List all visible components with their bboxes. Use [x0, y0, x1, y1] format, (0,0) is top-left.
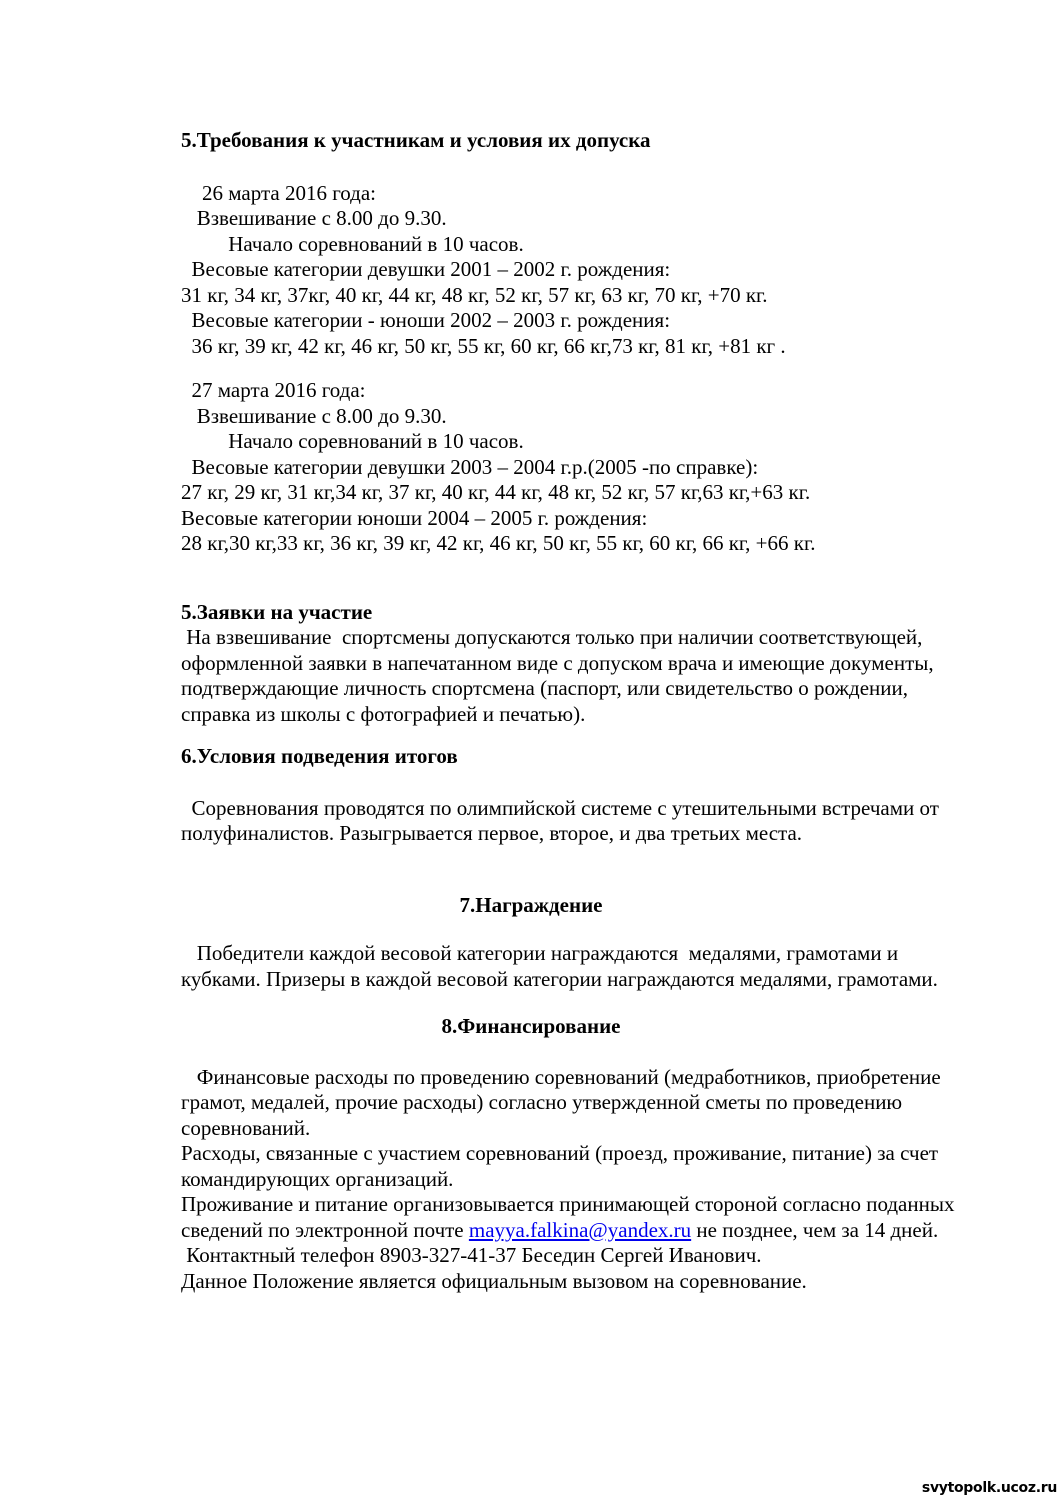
awards-heading: 7.Награждение: [459, 892, 603, 917]
day1-girls-categories-label: Весовые категории девушки 2001 – 2002 г. рождения:: [181, 257, 671, 281]
results-paragraph: [181, 796, 965, 847]
day2-weighin-line: Взвешивание с 8.00 до 9.30.: [181, 403, 447, 428]
applications-heading: 5.Заявки на участие: [181, 599, 373, 624]
day2-boys-categories-label: Весовые категории юноши 2004 – 2005 г. рождения:: [181, 505, 648, 530]
email-line-before: сведений по электронной почте: [181, 1217, 469, 1242]
awards-line: Победители каждой весовой категории награждаются медалями, грамотами и: [181, 941, 899, 965]
day2-boys-weights-line: 28 кг,30 кг,33 кг, 36 кг, 39 кг, 42 кг, 46 кг, 50 кг, 55 кг, 60 кг, 66 кг, +66 кг.: [181, 531, 816, 555]
site-watermark: svytopolk.ucoz.ru: [921, 1480, 1057, 1496]
official-call-line: Данное Положение является официальным вызовом на соревнование.: [181, 1268, 807, 1293]
day1-weighin-line: Взвешивание с 8.00 до 9.30.: [181, 206, 447, 230]
applications-line: На взвешивание спортсмены допускаются только при наличии соответствующей,: [181, 625, 923, 649]
day1-boys-weights-line: 36 кг, 39 кг, 42 кг, 46 кг, 50 кг, 55 кг, 60 кг, 66 кг,73 кг, 81 кг, +81 кг .: [181, 333, 786, 358]
day1-date-line: 26 марта 2016 года:: [181, 180, 377, 205]
applications-line: подтверждающие личность спортсмена (паспорт, или свидетельство о рождении,: [181, 676, 909, 700]
financing-line: командирующих организаций.: [181, 1166, 454, 1191]
financing-line: Расходы, связанные с участием соревнований (проезд, проживание, питание) за счет: [181, 1141, 939, 1165]
financing-paragraph: [181, 1065, 965, 1295]
day1-boys-categories-label: Весовые категории - юноши 2002 – 2003 г. рождения:: [181, 308, 671, 332]
email-link[interactable]: mayya.falkina@yandex.ru: [468, 1217, 692, 1242]
applications-paragraph: [181, 625, 965, 727]
day1-schedule-block: [181, 181, 965, 360]
day2-date-line: 27 марта 2016 года:: [181, 378, 366, 402]
results-line: полуфиналистов. Разыгрывается первое, второе, и два третьих места.: [181, 821, 803, 845]
financing-email-line: [181, 1218, 965, 1244]
requirements-heading: 5.Требования к участникам и условия их допуска: [181, 128, 651, 152]
day2-start-line: Начало соревнований в 10 часов.: [181, 429, 524, 453]
day2-schedule-block: [181, 378, 965, 557]
email-line-after: не позднее, чем за 14 дней.: [691, 1217, 939, 1242]
day1-start-line: Начало соревнований в 10 часов.: [181, 231, 524, 256]
financing-line: Проживание и питание организовывается принимающей стороной согласно поданных: [181, 1192, 955, 1216]
day1-girls-weights-line: 31 кг, 34 кг, 37кг, 40 кг, 44 кг, 48 кг, 52 кг, 57 кг, 63 кг, 70 кг, +70 кг.: [181, 282, 768, 307]
results-heading: 6.Условия подведения итогов: [181, 744, 458, 768]
contact-phone-line: Контактный телефон 8903-327-41-37 Беседин Сергей Иванович.: [181, 1243, 762, 1267]
results-line: Соревнования проводятся по олимпийской системе с утешительными встречами от: [181, 795, 939, 820]
awards-line: кубками. Призеры в каждой весовой категории награждаются медалями, грамотами.: [181, 966, 938, 991]
applications-line: оформленной заявки в напечатанном виде с допуском врача и имеющие документы,: [181, 650, 934, 675]
applications-line: справка из школы с фотографией и печатью).: [181, 701, 586, 726]
financing-line: грамот, медалей, прочие расходы) согласно утвержденной сметы по проведению: [181, 1090, 903, 1114]
awards-paragraph: [181, 941, 965, 992]
financing-heading: 8.Финансирование: [441, 1014, 621, 1038]
day2-girls-categories-label: Весовые категории девушки 2003 – 2004 г.р.(2005 -по справке):: [181, 454, 759, 479]
financing-line: Финансовые расходы по проведению соревнований (медработников, приобретение: [181, 1064, 941, 1089]
day2-girls-weights-line: 27 кг, 29 кг, 31 кг,34 кг, 37 кг, 40 кг, 44 кг, 48 кг, 52 кг, 57 кг,63 кг,+63 кг.: [181, 480, 811, 504]
financing-line: соревнований.: [181, 1115, 311, 1140]
